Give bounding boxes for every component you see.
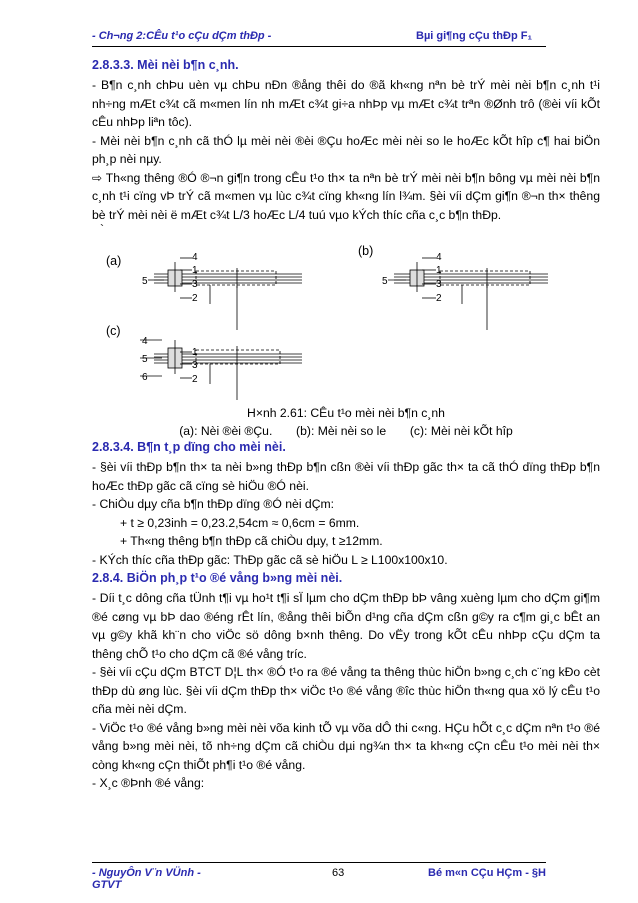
figure-caption: H×nh 2.61: CÊu t¹o mèi nèi b¶n c¸nh [247,406,445,420]
callout-1: 1 [192,347,198,358]
paragraph: - §èi víi cÇu dÇm BTCT D¦L th× ®Ó t¹o ra ®é vång ta thêng thùc hiÖn b»ng c¸ch c¨ng kÐo cèt thÐp dù øng lùc. §èi víi dÇm thÐp th× viÖc t¹o ®é vång ®îc thùc hiÖn th«ng qua xö lý cÊu t¹o cña mèi nèi dÇm. [92,665,600,716]
section-title-splice-plates: 2.8.3.4. B¶n t¸p dïng cho mèi nèi. [92,440,286,454]
callout-2: 2 [192,293,198,304]
footer-author: - NguyÔn V¨n VÜnh - GTVT [92,867,201,891]
paragraph: - Díi t¸c dông cña tÜnh t¶i vµ ho¹t t¶i sÏ lµm cho dÇm thÐp bÞ vâng xuèng lµm cho dÇm gi¶m ®é cøng vµ bÞ dao ®éng rÊt lín, ®ång thêi biÕn d¹ng cña dÇm cßn g©y ra c¶m gi¸c bÊt an vµ g©y khã kh¨n cho viÖc sö dông b×nh thêng. Do vËy trong kÕt cÊu nhÞp cÇu dÇm ta thêng chÕ t¹o cho dÇm cã ®é vång tríc. [92,591,600,661]
callout-3: 3 [436,279,442,290]
figure-label-b: (b) [358,244,374,258]
callout-4: 4 [436,252,442,263]
paragraph: ⇨ Th«ng thêng ®Ó ®¬n gi¶n trong cÊu t¹o th× ta nªn bè trÝ mèi nèi b¶n bông vµ mèi nèi b¶n c¸nh t¹i cïng vÞ trÝ cã m«men vµ lùc c¾t cïng kh«ng lín l¾m. §èi víi dÇm gi¶n ®¬n th× thêng bè trÝ mèi nèi ë mÆt c¾t L/3 hoÆc L/4 tuú vµo kÝch thíc cña c¸c b¶n thÐp. [92,170,600,222]
callout-2: 2 [192,374,198,385]
splice-drawing [92,240,600,404]
callout-2: 2 [436,293,442,304]
header-chapter: - Ch¬ng 2:CÊu t¹o cÇu dÇm thÐp - [92,30,272,42]
callout-5: 5 [142,354,148,365]
figure-label-a: (a) [106,254,122,268]
figure-label-c: (c) [106,324,121,338]
callout-3: 3 [192,279,198,290]
list-item: + t ≥ 0,23inh = 0,23.2,54cm ≈ 0,6cm = 6mm. [120,515,360,530]
callout-5: 5 [142,276,148,287]
page-number: 63 [332,867,345,879]
page-footer [92,862,546,891]
page-body [92,58,600,793]
section-title-camber: 2.8.4. BiÖn ph¸p t¹o ®é vång b»ng mèi nèi. [92,571,343,585]
footer-department: Bé m«n CÇu HÇm - §H [428,867,546,879]
figure-subcaption: (a): Nèi ®èi ®Çu. (b): Mèi nèi so le (c): Mèi nèi kÕt hîp [179,424,513,438]
header-course: Bµi gi¶ng cÇu thÐp F₁ [416,30,532,42]
callout-6: 6 [142,372,148,383]
stray-mark: ` [100,222,105,236]
callout-1: 1 [436,265,442,276]
callout-3: 3 [192,360,198,371]
callout-1: 1 [192,265,198,276]
paragraph: - KÝch thíc cña thÐp gãc: ThÐp gãc cã sè hiÖu L ≥ L100x100x10. [92,552,448,567]
list-item: + Th«ng thêng b¶n thÐp cã chiÒu dµy, t ≥12mm. [120,534,383,548]
paragraph: - B¶n c¸nh chÞu uèn vµ chÞu nÐn ®ång thêi do ®ã kh«ng nªn bè trÝ mèi nèi b¶n c¸nh t¹i nh÷ng mÆt c¾t cã m«men lín nh mÆt c¾t gi÷a nhÞp vµ mÆt c¾t trªn ®Ønh trô (®èi víi kÕt cÊu nhÞp liªn tôc). [92,78,600,129]
paragraph: - ChiÒu dµy cña b¶n thÐp dïng ®Ó nèi dÇm: [92,497,335,511]
page-header [92,28,546,47]
section-title-flange-splice: 2.8.3.3. Mèi nèi b¶n c¸nh. [92,58,239,72]
paragraph: - X¸c ®Þnh ®é vång: [92,776,205,790]
callout-4: 4 [142,336,148,347]
callout-4: 4 [192,252,198,263]
paragraph: - Mèi nèi b¶n c¸nh cã thÓ lµ mèi nèi ®èi ®Çu hoÆc mèi nèi so le hoÆc kÕt hîp c¶ hai biÖn ph¸p nèi nµy. [92,133,600,166]
paragraph: - ViÖc t¹o ®é vång b»ng mèi nèi võa kinh tÕ vµ võa dÔ thi c«ng. HÇu hÕt c¸c dÇm nªn t¹o ®é vång b»ng mèi nèi, tõ nh÷ng dÇm cã chiÒu dµi ng¾n th× ta kh«ng cÇn cÊu t¹o mèi nèi th× còng kh«ng cÇn thiÕt ph¶i t¹o ®é vång. [92,720,600,772]
callout-5: 5 [382,276,388,287]
paragraph: - §èi víi thÐp b¶n th× ta nèi b»ng thÐp b¶n cßn ®èi víi thÐp gãc th× ta cã thÓ dïng thÐp b¶n hoÆc thÐp gãc cã cïng sè hiÖu ®Ó nèi. [92,460,600,493]
figure-flange-splice [92,240,600,404]
